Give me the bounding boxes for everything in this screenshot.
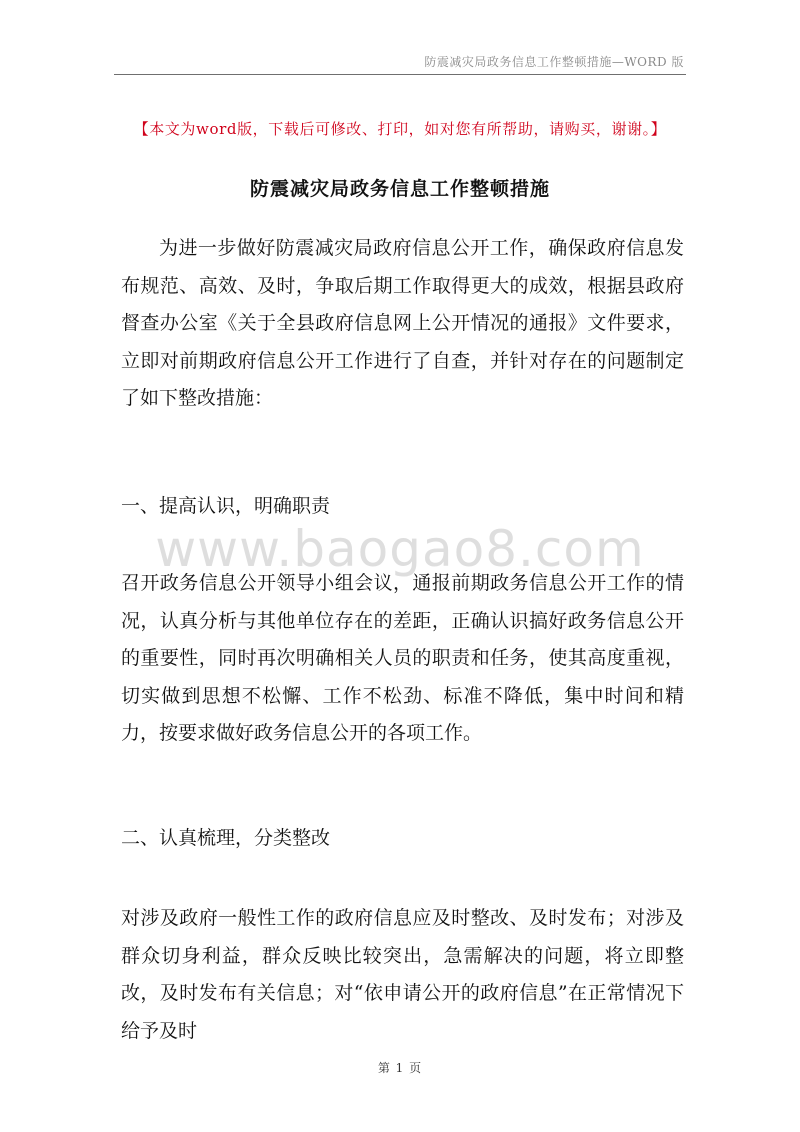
watermark: www.baogao8.com bbox=[155, 520, 645, 578]
section-paragraph-2: 对涉及政府一般性工作的政府信息应及时整改、及时发布；对涉及群众切身利益，群众反映比较突出，急需解决的问题，将立即整改，及时发布有关信息；对“依申请公开的政府信息”在正常情况下给予及时 bbox=[121, 907, 684, 1042]
header-rule bbox=[114, 74, 686, 75]
document-title: 防震减灾局政务信息工作整顿措施 bbox=[249, 178, 550, 200]
section-heading-2: 二、认真梳理，分类整改 bbox=[121, 827, 331, 849]
running-header: 防震减灾局政务信息工作整顿措施—WORD 版 bbox=[424, 55, 684, 69]
intro-paragraph: 为进一步做好防震减灾局政府信息公开工作，确保政府信息发布规范、高效、及时，争取后期工作取得更大的成效，根据县政府督查办公室《关于全县政府信息网上公开情况的通报》文件要求，立即对前期政府信息公开工作进行了自查，并针对存在的问题制定了如下整改措施： bbox=[121, 237, 684, 409]
section-heading-1: 一、提高认识，明确职责 bbox=[121, 495, 331, 517]
page-number: 第 1 页 bbox=[377, 1061, 423, 1075]
download-notice: 【本文为word版，下载后可修改、打印，如对您有所帮助，请购买，谢谢。】 bbox=[133, 120, 667, 138]
section-paragraph-1: 召开政务信息公开领导小组会议，通报前期政务信息公开工作的情况，认真分析与其他单位存在的差距，正确认识搞好政务信息公开的重要性，同时再次明确相关人员的职责和任务，使其高度重视，切实做到思想不松懈、工作不松劲、标准不降低，集中时间和精力，按要求做好政务信息公开的各项工作。 bbox=[121, 572, 684, 744]
